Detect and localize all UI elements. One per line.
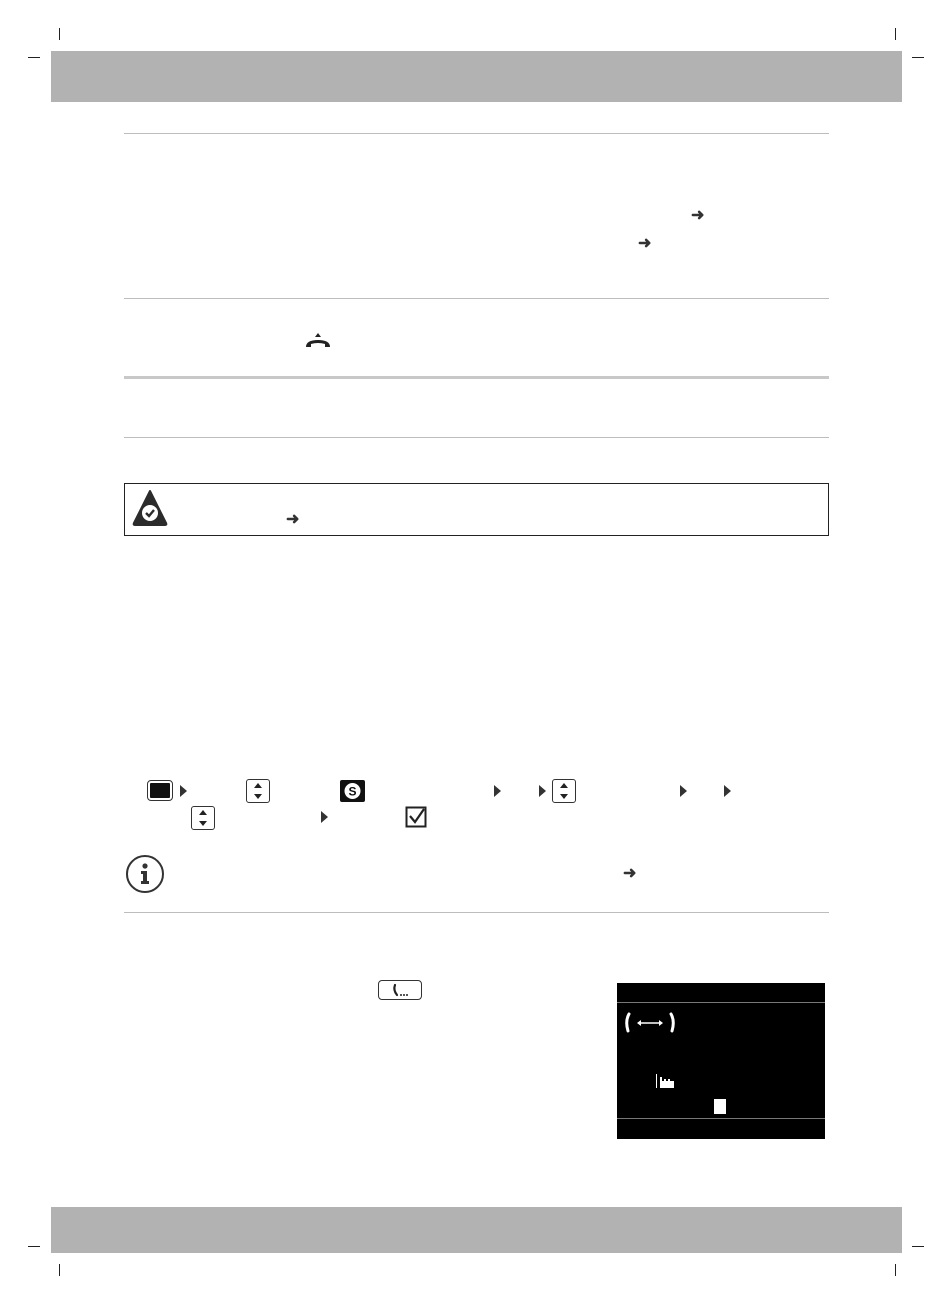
- step-arrow-icon: [539, 785, 546, 797]
- crop-mark: [28, 1246, 40, 1247]
- tip-box: [124, 483, 829, 536]
- section-divider: [124, 298, 829, 299]
- handset-display: [617, 983, 825, 1139]
- crop-mark: [895, 28, 896, 40]
- cross-reference-arrow-icon: ➜: [286, 511, 300, 528]
- cross-reference-arrow-icon: ➜: [638, 235, 652, 252]
- crop-mark: [59, 28, 60, 40]
- display-divider: [617, 1002, 825, 1003]
- section-divider: [124, 133, 829, 134]
- tip-check-icon: [132, 489, 168, 532]
- step-arrow-icon: [724, 785, 731, 797]
- settings-menu-icon: [340, 780, 365, 802]
- step-arrow-icon: [180, 785, 187, 797]
- navigation-key-icon: [552, 779, 576, 803]
- svg-text:S: S: [348, 784, 357, 799]
- navigation-key-icon: [246, 779, 270, 803]
- crop-mark: [59, 1264, 60, 1276]
- page-header-bar: [51, 51, 902, 102]
- step-arrow-icon: [494, 785, 501, 797]
- info-icon: [125, 854, 165, 894]
- talk-key-icon: [378, 980, 422, 1000]
- section-divider: [124, 437, 829, 438]
- section-divider-thick: [124, 376, 829, 379]
- crop-mark: [912, 57, 924, 58]
- navigation-key-icon: [191, 806, 215, 830]
- crop-mark: [912, 1246, 924, 1247]
- checkbox-checked-icon: [405, 806, 427, 828]
- call-transfer-icon: [623, 1011, 677, 1040]
- text-cursor: [714, 1099, 726, 1114]
- menu-key-icon: [147, 780, 173, 801]
- crop-mark: [895, 1264, 896, 1276]
- end-call-key-icon: [302, 331, 334, 356]
- cross-reference-arrow-icon: ➜: [623, 865, 637, 882]
- section-divider: [124, 912, 829, 913]
- signal-strength-icon: [656, 1074, 676, 1093]
- page-footer-bar: [51, 1207, 902, 1253]
- cross-reference-arrow-icon: ➜: [691, 207, 705, 224]
- step-arrow-icon: [680, 785, 687, 797]
- step-arrow-icon: [321, 811, 328, 823]
- crop-mark: [28, 57, 40, 58]
- display-divider: [617, 1118, 825, 1119]
